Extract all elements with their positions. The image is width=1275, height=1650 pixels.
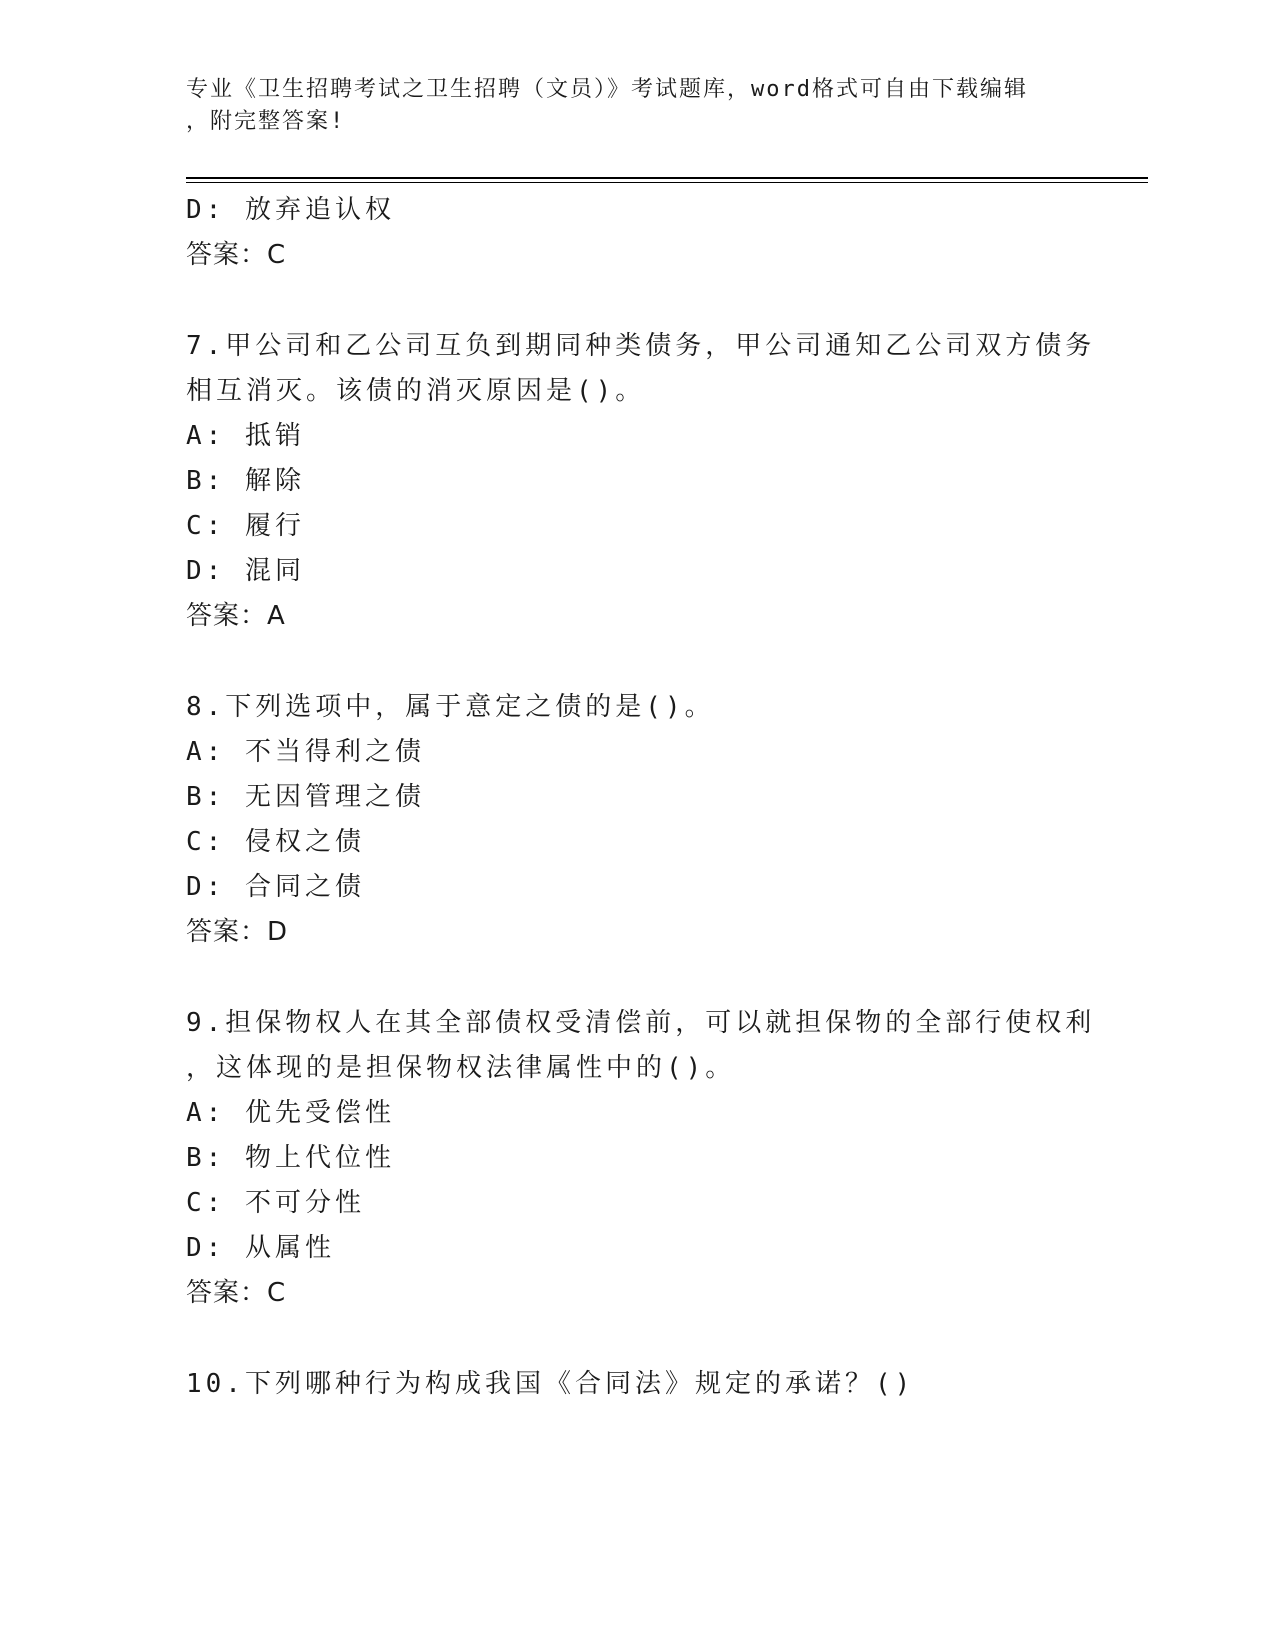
question-10 — [186, 1362, 1066, 1407]
option-d: D: 混同 — [186, 556, 305, 586]
header-line-2: ，附完整答案! — [186, 109, 346, 134]
question-text-line: 9.担保物权人在其全部债权受清偿前，可以就担保物的全部行使权利 — [186, 1008, 1096, 1038]
option-c: C: 不可分性 — [186, 1188, 365, 1218]
option-b: B: 解除 — [186, 466, 305, 496]
answer-line: 答案：A — [186, 601, 286, 631]
question-text-line: ，这体现的是担保物权法律属性中的()。 — [186, 1053, 736, 1083]
question-text-line: 10.下列哪种行为构成我国《合同法》规定的承诺？() — [186, 1369, 915, 1399]
header-divider-thin — [186, 182, 1148, 183]
option-a: A: 不当得利之债 — [186, 737, 425, 767]
question-text-line: 相互消灭。该债的消灭原因是()。 — [186, 376, 646, 406]
question-7 — [186, 324, 1096, 639]
option-a: A: 优先受偿性 — [186, 1098, 395, 1128]
option-b: B: 无因管理之债 — [186, 782, 425, 812]
option-b: B: 物上代位性 — [186, 1143, 395, 1173]
option-c: C: 侵权之债 — [186, 827, 365, 857]
page-header — [186, 74, 1066, 138]
option-d: D: 放弃追认权 — [186, 195, 395, 225]
header-line-1: 专业《卫生招聘考试之卫生招聘（文员）》考试题库，word格式可自由下载编辑 — [186, 77, 1028, 102]
option-d: D: 合同之债 — [186, 872, 365, 902]
previous-question-tail — [186, 188, 1066, 278]
option-c: C: 履行 — [186, 511, 305, 541]
header-divider-thick — [186, 177, 1148, 179]
question-8 — [186, 685, 1066, 955]
option-a: A: 抵销 — [186, 421, 305, 451]
question-list — [186, 188, 1096, 1407]
question-9 — [186, 1001, 1096, 1316]
question-text-line: 8.下列选项中，属于意定之债的是()。 — [186, 692, 715, 722]
option-d: D: 从属性 — [186, 1233, 335, 1263]
answer-line: 答案：D — [186, 917, 289, 947]
question-text-line: 7.甲公司和乙公司互负到期同种类债务，甲公司通知乙公司双方债务 — [186, 331, 1096, 361]
answer-line: 答案：C — [186, 240, 287, 270]
answer-line: 答案：C — [186, 1278, 287, 1308]
